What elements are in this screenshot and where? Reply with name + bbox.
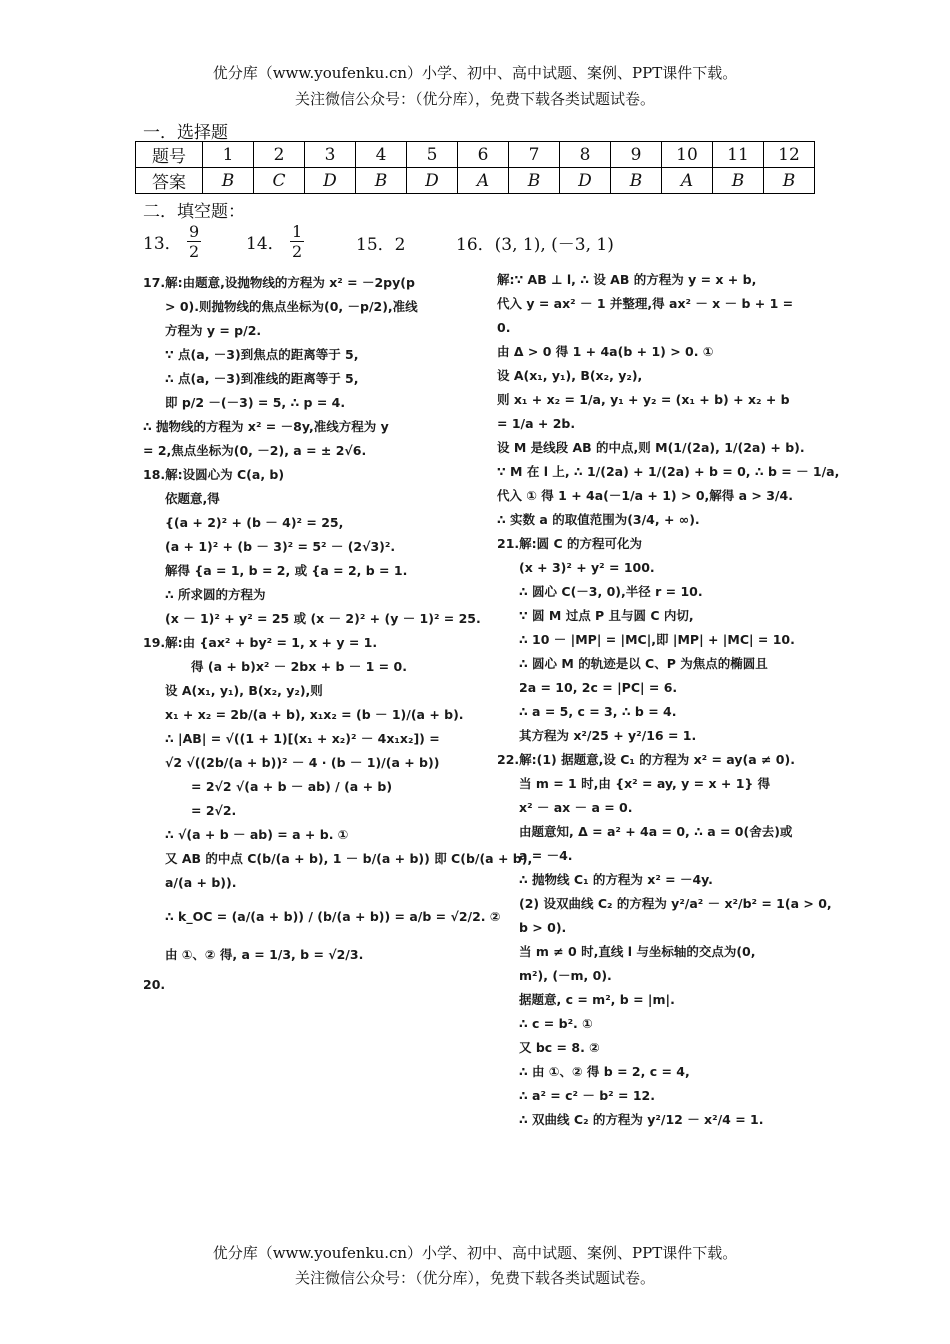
fraction-numerator: 1 [292,222,303,241]
solution-line: 则 x₁ + x₂ = 1/a, y₁ + y₂ = (x₁ + b) + x₂ + b [497,392,790,407]
solution-line: 2a = 10, 2c = |PC| = 6. [519,680,678,695]
table-row-answers [136,168,815,194]
solution-line: 解:∵ AB ⊥ l, ∴ 设 AB 的方程为 y = x + b, [497,272,757,287]
solution-line: ∴ 实数 a 的取值范围为(3/4, + ∞). [497,512,700,527]
table-cell-number: 9 [611,142,662,168]
footer-line-2: 关注微信公众号：（优分库），免费下载各类试题试卷。 [294,1269,655,1287]
solution-line: ∴ 10 － |MP| = |MC|,即 |MP| + |MC| = 10. [519,632,795,647]
fraction-numerator: 9 [189,222,200,241]
solution-line: 即 p/2 －(－3) = 5, ∴ p = 4. [165,395,346,410]
solution-line: 解得 {a = 1, b = 2, 或 {a = 2, b = 1. [165,563,408,578]
solution-line: 设 A(x₁, y₁), B(x₂, y₂), [497,368,643,383]
solution-line: ∴ 抛物线 C₁ 的方程为 x² = －4y. [519,872,713,887]
table-cell-answer: B [203,168,254,194]
fill-answer-13 [143,222,201,268]
table-cell-number: 8 [560,142,611,168]
solution-line: b > 0). [519,920,567,935]
fill-14-label: 14． [246,234,285,254]
solutions-left-column [143,271,533,997]
solution-line: 20. [143,977,166,992]
solution-line: ∴ |AB| = √((1 + 1)[(x₁ + x₂)² － 4x₁x₂]) = [165,731,440,746]
solution-line: ∴ 圆心 M 的轨迹是以 C、P 为焦点的椭圆且 [519,656,768,671]
solution-line: 设 A(x₁, y₁), B(x₂, y₂),则 [165,683,323,698]
solution-line: (x － 1)² + y² = 25 或 (x － 2)² + (y － 1)² = 25. [165,611,481,626]
solution-line: 19.解:由 {ax² + by² = 1, x + y = 1. [143,635,378,650]
solution-line: 当 m ≠ 0 时,直线 l 与坐标轴的交点为(0, [519,944,756,959]
solution-line: m²), (－m, 0). [519,968,612,983]
table-row-numbers [136,142,815,168]
solution-line: 18.解:设圆心为 C(a, b) [143,467,285,482]
solution-line: = 2√2 √(a + b － ab) / (a + b) [191,779,393,794]
solution-line: 又 bc = 8. ② [519,1040,600,1055]
solution-line: 又 AB 的中点 C(b/(a + b), 1 － b/(a + b)) 即 C(b/(a + b), [165,851,533,866]
fraction [187,222,201,261]
solution-line: 0. [497,320,511,335]
solution-line: 方程为 y = p/2. [165,323,262,338]
table-cell-number: 4 [356,142,407,168]
table-cell-number: 2 [254,142,305,168]
header-line-2: 关注微信公众号：（优分库），免费下载各类试题试卷。 [294,90,655,108]
solution-line: ∴ c = b². ① [519,1016,593,1031]
section-fill-title: 二．填空题： [143,202,245,222]
solution-line: a/(a + b)). [165,875,237,890]
solution-line: ∴ 双曲线 C₂ 的方程为 y²/12 － x²/4 = 1. [519,1112,764,1127]
solution-line: a = －4. [519,848,573,863]
table-cell-answer: B [713,168,764,194]
solution-line: ∴ 抛物线的方程为 x² = －8y,准线方程为 y [143,419,389,434]
solution-line: {(a + 2)² + (b － 4)² = 25, [165,515,344,530]
fraction-denominator: 2 [292,242,303,261]
fill-13-label: 13． [143,234,182,254]
solution-line: 得 (a + b)x² － 2bx + b － 1 = 0. [191,659,407,674]
fill-answer-15: 15．2 [356,235,406,255]
table-cell-answer: A [662,168,713,194]
solution-line: = 2,焦点坐标为(0, －2), a = ± 2√6. [143,443,367,458]
solution-line: 由 Δ > 0 得 1 + 4a(b + 1) > 0. ① [497,344,714,359]
solution-line: √2 √((2b/(a + b))² － 4 · (b － 1)/(a + b)) [165,755,440,770]
solution-line: 22.解:(1) 据题意,设 C₁ 的方程为 x² = ay(a ≠ 0). [497,752,795,767]
solution-line: x² － ax － a = 0. [519,800,633,815]
fraction [290,222,304,261]
table-cell-number: 10 [662,142,713,168]
table-cell-number: 7 [509,142,560,168]
solution-line: 由题意知, Δ = a² + 4a = 0, ∴ a = 0(舍去)或 [519,824,793,839]
solution-line: (a + 1)² + (b － 3)² = 5² － (2√3)². [165,539,396,554]
solution-line: 当 m = 1 时,由 {x² = ay, y = x + 1} 得 [519,776,771,791]
solution-line: ∴ k_OC = (a/(a + b)) / (b/(a + b)) = a/b = √2/2. ② [165,909,501,924]
table-cell-number: 1 [203,142,254,168]
solution-line: ∴ √(a + b － ab) = a + b. ① [165,827,349,842]
solution-line: ∴ 点(a, －3)到准线的距离等于 5, [165,371,359,386]
solution-line: ∵ 点(a, －3)到焦点的距离等于 5, [165,347,359,362]
solution-line: ∴ a = 5, c = 3, ∴ b = 4. [519,704,677,719]
table-cell-answer: D [560,168,611,194]
solution-line: 由 ①、② 得, a = 1/3, b = √2/3. [165,947,364,962]
solution-line: 据题意, c = m², b = |m|. [519,992,675,1007]
answer-table [135,141,815,194]
solution-line: > 0).则抛物线的焦点坐标为(0, －p/2),准线 [165,299,418,314]
solution-line: ∵ 圆 M 过点 P 且与圆 C 内切, [519,608,694,623]
solution-line: 代入 y = ax² － 1 并整理,得 ax² － x － b + 1 = [497,296,794,311]
table-label-number: 题号 [136,142,203,168]
table-cell-answer: B [356,168,407,194]
solution-line: = 2√2. [191,803,237,818]
table-label-answer: 答案 [136,168,203,194]
solutions-right-column [497,268,840,1132]
table-cell-number: 12 [764,142,815,168]
table-cell-answer: D [407,168,458,194]
table-cell-answer: A [458,168,509,194]
table-cell-answer: B [611,168,662,194]
footer-line-1: 优分库（www.youfenku.cn）小学、初中、高中试题、案例、PPT课件下载。 [212,1244,738,1262]
solution-line: (2) 设双曲线 C₂ 的方程为 y²/a² － x²/b² = 1(a > 0, [519,896,832,911]
solution-line: 依题意,得 [165,491,220,506]
section-choice-title: 一．选择题 [143,123,228,143]
solution-line: ∴ 所求圆的方程为 [165,587,266,602]
table-cell-number: 11 [713,142,764,168]
solution-line: ∴ 由 ①、② 得 b = 2, c = 4, [519,1064,690,1079]
solution-line: x₁ + x₂ = 2b/(a + b), x₁x₂ = (b － 1)/(a + b). [165,707,464,722]
fill-answer-16: 16．(3, 1), (－3, 1) [456,235,614,255]
solution-line: = 1/a + 2b. [497,416,576,431]
header-line-1: 优分库（www.youfenku.cn）小学、初中、高中试题、案例、PPT课件下载。 [212,64,738,82]
solution-line: 设 M 是线段 AB 的中点,则 M(1/(2a), 1/(2a) + b). [497,440,805,455]
table-cell-answer: C [254,168,305,194]
solution-line: 17.解:由题意,设抛物线的方程为 x² = －2py(p [143,275,415,290]
table-cell-answer: D [305,168,356,194]
solution-line: 代入 ① 得 1 + 4a(－1/a + 1) > 0,解得 a > 3/4. [497,488,793,503]
solution-line: ∴ 圆心 C(－3, 0),半径 r = 10. [519,584,703,599]
solution-line: (x + 3)² + y² = 100. [519,560,655,575]
table-cell-number: 5 [407,142,458,168]
solution-line: 21.解:圆 C 的方程可化为 [497,536,643,551]
solution-line: ∴ a² = c² － b² = 12. [519,1088,655,1103]
fill-answer-14 [246,222,304,268]
solution-line: 其方程为 x²/25 + y²/16 = 1. [519,728,697,743]
table-cell-answer: B [509,168,560,194]
table-cell-number: 3 [305,142,356,168]
solution-line: ∵ M 在 l 上, ∴ 1/(2a) + 1/(2a) + b = 0, ∴ b = － 1/a, [497,464,840,479]
fraction-denominator: 2 [189,242,200,261]
table-cell-number: 6 [458,142,509,168]
table-cell-answer: B [764,168,815,194]
